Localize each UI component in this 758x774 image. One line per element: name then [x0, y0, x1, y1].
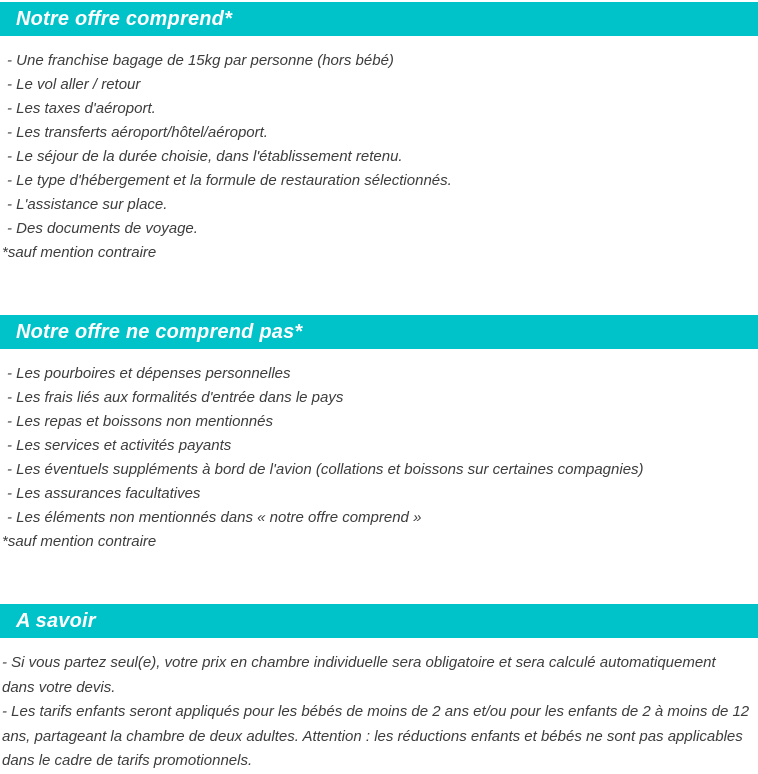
- footnote: *sauf mention contraire: [2, 244, 157, 261]
- section-header-bar: [0, 2, 758, 36]
- list-item: - Le type d'hébergement et la formule de restauration sélectionnés.: [7, 172, 452, 189]
- section-title: A savoir: [16, 609, 96, 632]
- list-item: - Le vol aller / retour: [7, 76, 141, 93]
- section-a-savoir: [0, 604, 758, 774]
- list-item: - Les frais liés aux formalités d'entrée dans le pays: [7, 389, 344, 406]
- list-item: - Une franchise bagage de 15kg par personne (hors bébé): [7, 52, 394, 69]
- list-item: - Les pourboires et dépenses personnelles: [7, 365, 291, 382]
- section-offre-comprend: [0, 2, 758, 265]
- footnote: *sauf mention contraire: [2, 533, 157, 550]
- section-body: [0, 638, 758, 774]
- section-title: Notre offre ne comprend pas*: [16, 320, 303, 343]
- list-item: - Les éléments non mentionnés dans « notre offre comprend »: [7, 509, 422, 526]
- section-offre-ne-comprend-pas: [0, 315, 758, 554]
- list-item: - Les assurances facultatives: [7, 485, 201, 502]
- section-header-bar: [0, 604, 758, 638]
- list-item: - Les transferts aéroport/hôtel/aéroport.: [7, 124, 268, 141]
- list-item: - Des documents de voyage.: [7, 220, 198, 237]
- section-body: [0, 349, 758, 554]
- list-item: - Les services et activités payants: [7, 437, 232, 454]
- section-title: Notre offre comprend*: [16, 7, 233, 30]
- list-item: - Les taxes d'aéroport.: [7, 100, 156, 117]
- section-header-bar: [0, 315, 758, 349]
- info-paragraph: - Les tarifs enfants seront appliqués pour les bébés de moins de 2 ans et/ou pour les enfants de 2 à moins de 12 ans, partageant la chambre de deux adultes. Attention : les réductions enfants et bébés ne sont pas applicables dans le cadre de tarifs promotionnels.: [2, 703, 750, 769]
- list-item: - L'assistance sur place.: [7, 196, 168, 213]
- info-paragraph: - Si vous partez seul(e), votre prix en chambre individuelle sera obligatoire et sera calculé automatiquement dans votre devis.: [2, 654, 716, 696]
- list-item: - Les éventuels suppléments à bord de l'avion (collations et boissons sur certaines compagnies): [7, 461, 644, 478]
- list-item: - Le séjour de la durée choisie, dans l'établissement retenu.: [7, 148, 403, 165]
- list-item: - Les repas et boissons non mentionnés: [7, 413, 273, 430]
- section-body: [0, 36, 758, 265]
